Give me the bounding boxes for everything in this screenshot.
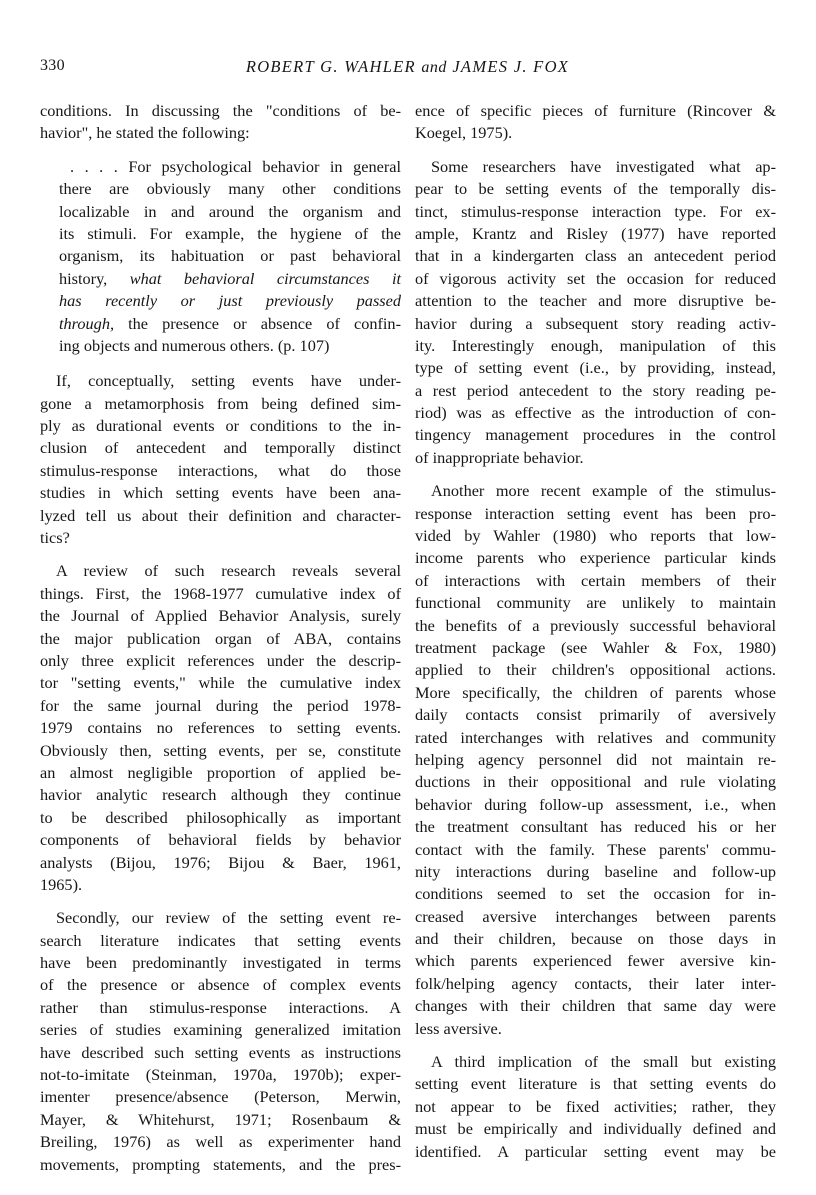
- paragraph-continued: [415, 100, 776, 145]
- text-line: Another more recent example of the stimulus-: [431, 481, 776, 501]
- text-line: of vigorous activity set the occasion for reduced: [415, 268, 776, 288]
- paragraph: [40, 370, 401, 549]
- text-line: tics?: [40, 528, 70, 548]
- right-column: [415, 100, 776, 1163]
- text-line: an almost negligible proportion of applied be-: [40, 762, 401, 782]
- text-line: helping agency personnel did not maintain re-: [415, 749, 776, 769]
- quote-line: localizable in and around the organism and: [59, 201, 401, 221]
- text-line: ply as durational events or conditions to the in-: [40, 416, 401, 436]
- text-line: Secondly, our review of the setting event re-: [56, 908, 401, 928]
- paragraph: [415, 156, 776, 469]
- text-line: to be described philosophically as important: [40, 807, 401, 827]
- quote-line: . . . . For psychological behavior in general: [70, 156, 401, 176]
- text-line: analysts (Bijou, 1976; Bijou & Baer, 1961,: [40, 852, 401, 872]
- author-2: JAMES J. FOX: [452, 57, 570, 76]
- author-conjunction: and: [421, 59, 447, 76]
- text-line: must be empirically and individually defined and: [415, 1119, 776, 1139]
- text-line: daily contacts consist primarily of aversively: [415, 705, 776, 725]
- text-line: type of setting event (i.e., by providing, instead,: [415, 358, 776, 378]
- quote-line: there are obviously many other conditions: [59, 179, 401, 199]
- text-line: have described such setting events as instructions: [40, 1042, 401, 1062]
- paragraph-continued: [40, 100, 401, 145]
- quote-line: [59, 290, 401, 312]
- text-line: Obviously then, setting events, per se, constitute: [40, 740, 401, 760]
- text-line: the treatment consultant has reduced his or her: [415, 817, 776, 837]
- text-line: income parents who experience particular kinds: [415, 548, 776, 568]
- quote-line: organism, its habituation or past behavioral: [59, 246, 401, 266]
- text-line: not appear to be fixed activities; rather, they: [415, 1096, 776, 1116]
- text-line: ample, Krantz and Risley (1977) have reported: [415, 223, 776, 243]
- text-line: of interactions with certain members of their: [415, 570, 776, 590]
- text-line: lyzed tell us about their definition and character-: [40, 505, 401, 525]
- text-line: response interaction setting event has been pro-: [415, 503, 776, 523]
- paragraph: [415, 480, 776, 1040]
- text-line: tingency management procedures in the control: [415, 425, 776, 445]
- text-line: rated interchanges with relatives and community: [415, 727, 776, 747]
- text-line: not-to-imitate (Steinman, 1970a, 1970b); exper-: [40, 1065, 401, 1085]
- paragraph: [40, 560, 401, 896]
- text-line: contact with the family. These parents' commu-: [415, 839, 776, 859]
- left-column: [40, 100, 401, 1176]
- text-line: Koegel, 1975).: [415, 123, 513, 143]
- text-line: movements, prompting statements, and the pres-: [40, 1154, 401, 1174]
- text-line: of the presence or absence of complex events: [40, 975, 401, 995]
- text-line: nity interactions during baseline and follow-up: [415, 861, 776, 881]
- text-line: of inappropriate behavior.: [415, 447, 584, 467]
- text-line: folk/helping agency contacts, their later inter-: [415, 973, 776, 993]
- text-line: creased aversive interchanges between parents: [415, 906, 776, 926]
- text-line: studies in which setting events have been ana-: [40, 483, 401, 503]
- text-line: behavior during follow-up assessment, i.e., when: [415, 794, 776, 814]
- quote-line: [59, 268, 401, 290]
- text-line: things. First, the 1968-1977 cumulative index of: [40, 583, 401, 603]
- text-line: which parents experienced fewer aversive kin-: [415, 951, 776, 971]
- text-line: conditions seemed to set the occasion for in-: [415, 884, 776, 904]
- text-line: havior", he stated the following:: [40, 123, 250, 143]
- text-line: Some researchers have investigated what ap-: [431, 156, 776, 176]
- quote-emphasis: through,: [59, 313, 115, 333]
- text-line: If, conceptually, setting events have under-: [56, 371, 401, 391]
- text-line: attention to the teacher and more disruptive be-: [415, 291, 776, 311]
- text-line: the major publication organ of ABA, contains: [40, 628, 401, 648]
- text-line: changes with their children that same day were: [415, 996, 776, 1016]
- text-line: treatment package (see Wahler & Fox, 1980): [415, 637, 776, 657]
- text-line: vided by Wahler (1980) who reports that low-: [415, 526, 776, 546]
- text-line: rather than stimulus-response interactions. A: [40, 997, 401, 1017]
- quote-emphasis: what behavioral circumstances it: [129, 268, 401, 288]
- text-line: imenter presence/absence (Peterson, Merwin,: [40, 1087, 401, 1107]
- text-line: only three explicit references under the descrip-: [40, 650, 401, 670]
- text-line: have been predominantly investigated in terms: [40, 953, 401, 973]
- text-line: the Journal of Applied Behavior Analysis, surely: [40, 606, 401, 626]
- text-line: a rest period antecedent to the story reading pe-: [415, 380, 776, 400]
- text-line: functional community are unlikely to maintain: [415, 593, 776, 613]
- quote-text: history,: [59, 268, 130, 288]
- text-line: Breiling, 1976) as well as experimenter hand: [40, 1132, 401, 1152]
- quote-line: [59, 313, 401, 335]
- text-line: Mayer, & Whitehurst, 1971; Rosenbaum &: [40, 1109, 401, 1129]
- text-line: components of behavioral fields by behavior: [40, 830, 401, 850]
- paragraph: [40, 907, 401, 1176]
- text-line: and their children, because on those days in: [415, 929, 776, 949]
- text-line: 1979 contains no references to setting events.: [40, 718, 401, 738]
- text-line: havior analytic research although they continue: [40, 785, 401, 805]
- page-header: [40, 57, 775, 83]
- page-number: 330: [40, 57, 65, 74]
- text-line: pear to be setting events of the temporally dis-: [415, 179, 776, 199]
- text-line: search literature indicates that setting events: [40, 930, 401, 950]
- text-line: A third implication of the small but existing: [431, 1052, 776, 1072]
- text-line: setting event literature is that setting events do: [415, 1074, 776, 1094]
- text-line: series of studies examining generalized imitation: [40, 1020, 401, 1040]
- text-line: A review of such research reveals several: [56, 561, 401, 581]
- text-line: tinct, stimulus-response interaction type. For ex-: [415, 201, 776, 221]
- text-line: tor "setting events," while the cumulative index: [40, 673, 401, 693]
- text-line: that in a kindergarten class an antecedent period: [415, 246, 776, 266]
- text-line: riod) was as effective as the introduction of con-: [415, 403, 776, 423]
- text-line: conditions. In discussing the "conditions of be-: [40, 101, 401, 120]
- text-line: More specifically, the children of parents whose: [415, 682, 776, 702]
- text-line: ity. Interestingly enough, manipulation of this: [415, 335, 776, 355]
- block-quote: [40, 156, 401, 358]
- text-line: clusion of antecedent and temporally distinct: [40, 438, 401, 458]
- quote-emphasis: has recently or just previously passed: [59, 291, 401, 311]
- text-line: for the same journal during the period 1978-: [40, 695, 401, 715]
- paragraph: [415, 1051, 776, 1163]
- quote-line: ing objects and numerous others. (p. 107): [59, 335, 330, 355]
- text-line: applied to their children's oppositional actions.: [415, 660, 776, 680]
- text-line: identified. A particular setting event may be: [415, 1141, 776, 1161]
- text-line: less aversive.: [415, 1018, 502, 1038]
- author-1: ROBERT G. WAHLER: [245, 57, 416, 76]
- text-line: 1965).: [40, 874, 83, 894]
- text-line: ence of specific pieces of furniture (Rincover &: [415, 101, 776, 120]
- text-line: havior during a subsequent story reading activ-: [415, 313, 776, 333]
- text-line: gone a metamorphosis from being defined sim-: [40, 393, 401, 413]
- text-line: the benefits of a previously successful behavioral: [415, 615, 776, 635]
- text-line: stimulus-response interactions, what do those: [40, 460, 401, 480]
- running-head: [40, 57, 775, 77]
- quote-text: the presence or absence of confin-: [114, 313, 401, 333]
- text-line: ductions in their oppositional and rule violating: [415, 772, 776, 792]
- quote-line: its stimuli. For example, the hygiene of the: [59, 223, 401, 243]
